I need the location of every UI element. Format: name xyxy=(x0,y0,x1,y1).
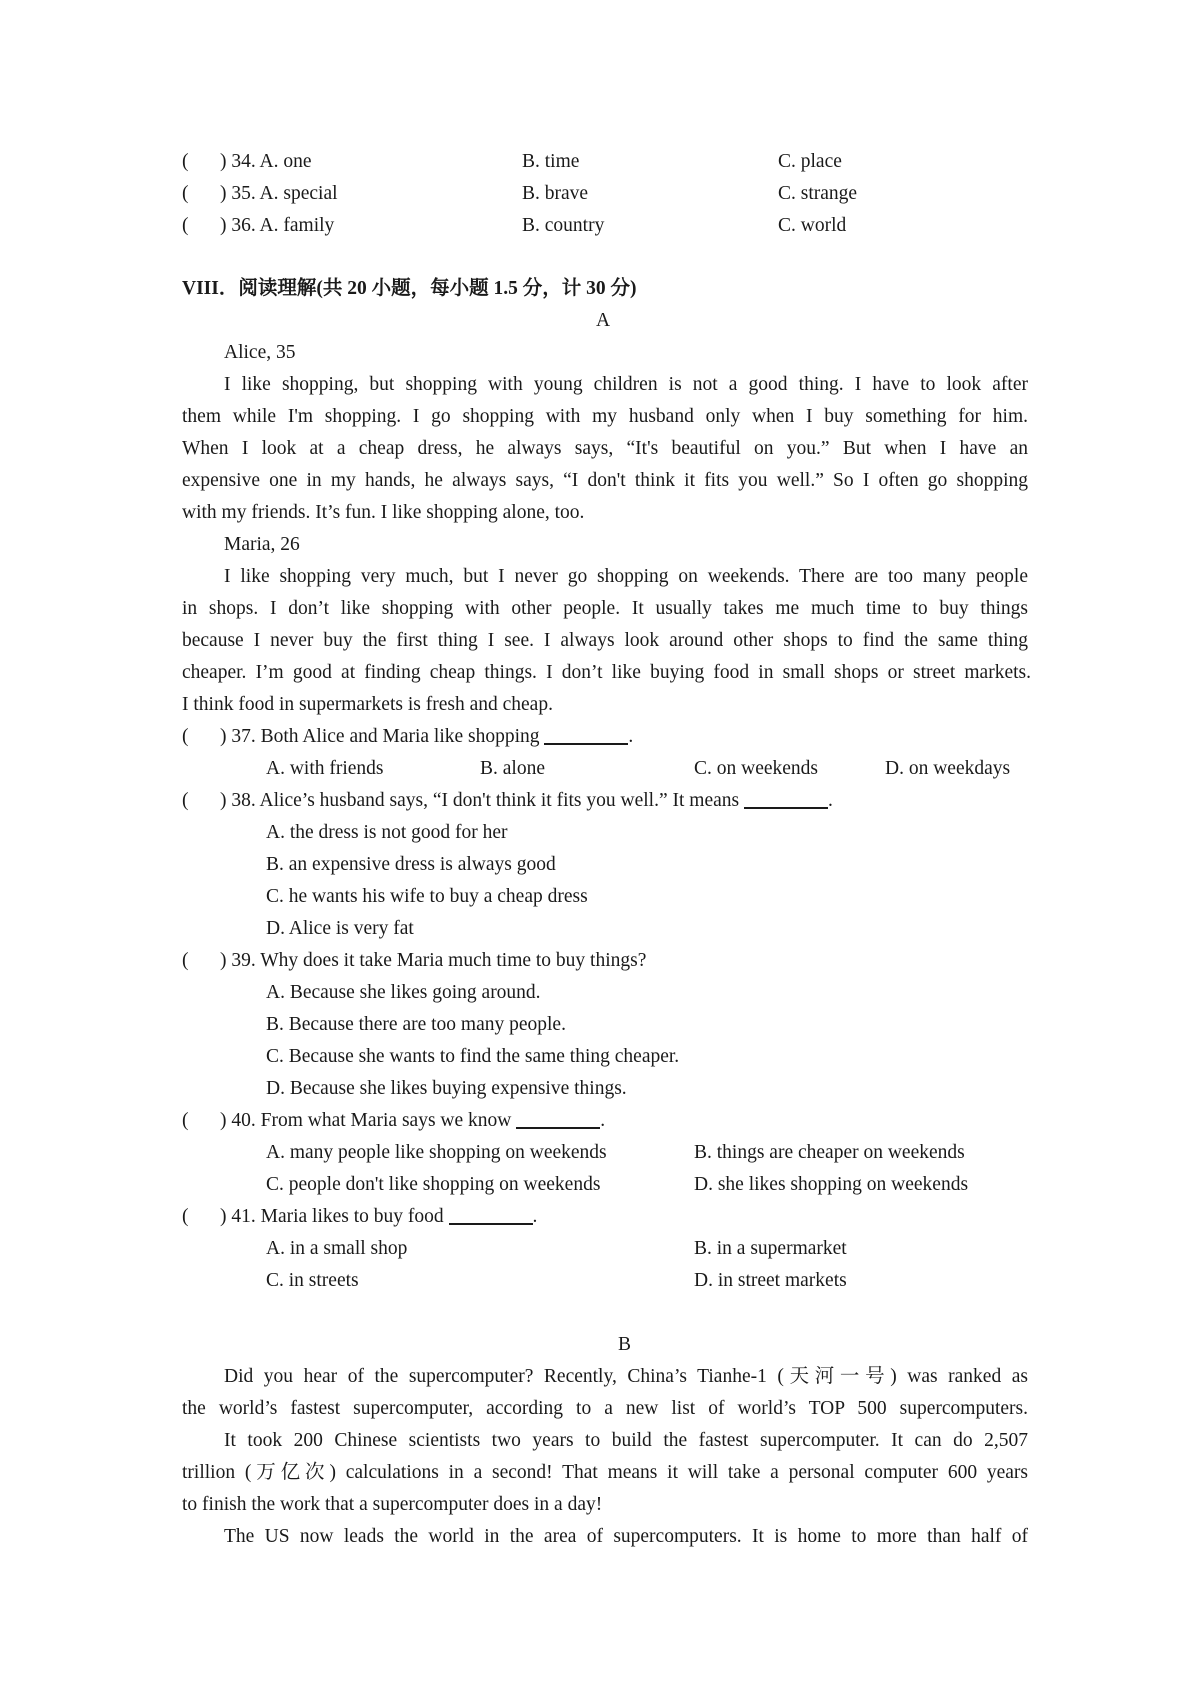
option-b: B. brave xyxy=(522,183,589,204)
option-a: ) 35. A. special xyxy=(220,183,338,204)
paragraph-line: Did you hear of the supercomputer? Recently, China’s Tianhe-1 (天河一号) was ranked as xyxy=(224,1366,1028,1387)
question-38 xyxy=(220,789,833,813)
answer-paren: ( xyxy=(182,183,189,204)
paragraph-line: I think food in supermarkets is fresh and cheap. xyxy=(182,694,553,715)
paragraph-line: I like shopping very much, but I never go shopping on weekends. There are too many people xyxy=(224,566,1028,587)
paragraph-line: It took 200 Chinese scientists two years to build the fastest supercomputer. It can do 2,507 xyxy=(224,1430,1028,1451)
question-stem: ) 39. Why does it take Maria much time to buy things? xyxy=(220,950,647,971)
option-c: C. people don't like shopping on weekends xyxy=(266,1174,601,1195)
answer-paren: ( xyxy=(182,1110,189,1131)
question-stem: ) 41. Maria likes to buy food xyxy=(220,1206,444,1227)
paragraph-line: with my friends. It’s fun. I like shopping alone, too. xyxy=(182,502,585,523)
stem-period: . xyxy=(600,1110,606,1131)
option-a: ) 34. A. one xyxy=(220,151,312,172)
answer-paren: ( xyxy=(182,151,189,172)
option-c: C. on weekends xyxy=(694,758,819,779)
section-heading: VIII．阅读理解(共 20 小题，每小题 1.5 分，计 30 分) xyxy=(182,278,637,299)
option-b: B. Because there are too many people. xyxy=(266,1014,566,1035)
option-b: B. time xyxy=(522,151,580,172)
option-b: B. alone xyxy=(480,758,545,779)
option-d: D. Alice is very fat xyxy=(266,918,414,939)
paragraph-line: to finish the work that a supercomputer does in a day! xyxy=(182,1494,603,1515)
answer-blank xyxy=(449,1205,533,1225)
paragraph-line: The US now leads the world in the area of supercomputers. It is home to more than half of xyxy=(224,1526,1028,1547)
option-a: A. with friends xyxy=(266,758,384,779)
option-d: D. in street markets xyxy=(694,1270,847,1291)
paragraph-line: them while I'm shopping. I go shopping with my husband only when I buy something for him. xyxy=(182,406,1028,427)
option-a: ) 36. A. family xyxy=(220,215,335,236)
stem-period: . xyxy=(532,1206,538,1227)
speaker-alice: Alice, 35 xyxy=(224,342,296,363)
option-c: C. world xyxy=(778,215,847,236)
option-c: C. in streets xyxy=(266,1270,359,1291)
paragraph-line: trillion (万亿次) calculations in a second! That means it will take a personal computer 600 years xyxy=(182,1462,1028,1483)
answer-blank xyxy=(516,1109,600,1129)
answer-paren: ( xyxy=(182,790,189,811)
question-37 xyxy=(220,725,633,749)
option-a: A. many people like shopping on weekends xyxy=(266,1142,607,1163)
option-a: A. in a small shop xyxy=(266,1238,408,1259)
option-b: B. country xyxy=(522,215,605,236)
option-c: C. place xyxy=(778,151,842,172)
question-40 xyxy=(220,1109,605,1133)
option-b: B. in a supermarket xyxy=(694,1238,847,1259)
question-stem: ) 37. Both Alice and Maria like shopping xyxy=(220,726,540,747)
option-c: C. Because she wants to find the same thing cheaper. xyxy=(266,1046,680,1067)
paragraph-line: the world’s fastest supercomputer, according to a new list of world’s TOP 500 supercomputers. xyxy=(182,1398,1028,1419)
option-c: C. strange xyxy=(778,183,858,204)
answer-blank xyxy=(544,725,628,745)
answer-paren: ( xyxy=(182,950,189,971)
paragraph-line: I like shopping, but shopping with young children is not a good thing. I have to look after xyxy=(224,374,1028,395)
question-stem: ) 38. Alice’s husband says, “I don't think it fits you well.” It means xyxy=(220,790,740,811)
paragraph-line: expensive one in my hands, he always says, “I don't think it fits you well.” So I often go shopping xyxy=(182,470,1028,491)
answer-blank xyxy=(744,789,828,809)
question-41 xyxy=(220,1205,537,1229)
stem-period: . xyxy=(827,790,833,811)
option-b: B. an expensive dress is always good xyxy=(266,854,556,875)
option-a: A. the dress is not good for her xyxy=(266,822,508,843)
speaker-maria: Maria, 26 xyxy=(224,534,300,555)
answer-paren: ( xyxy=(182,1206,189,1227)
paragraph-line: because I never buy the first thing I see. I always look around other shops to find the same thing xyxy=(182,630,1028,651)
option-d: D. Because she likes buying expensive things. xyxy=(266,1078,627,1099)
paragraph-line: When I look at a cheap dress, he always says, “It's beautiful on you.” But when I have an xyxy=(182,438,1028,459)
option-c: C. he wants his wife to buy a cheap dress xyxy=(266,886,588,907)
option-b: B. things are cheaper on weekends xyxy=(694,1142,965,1163)
paragraph-line: cheaper. I’m good at finding cheap things. I don’t like buying food in small shops or street markets. xyxy=(182,662,1031,683)
option-d: D. on weekdays xyxy=(885,758,1011,779)
passage-label-a: A xyxy=(596,310,611,331)
passage-label-b: B xyxy=(618,1334,632,1355)
paragraph-line: in shops. I don’t like shopping with other people. It usually takes me much time to buy things xyxy=(182,598,1028,619)
stem-period: . xyxy=(628,726,634,747)
answer-paren: ( xyxy=(182,215,189,236)
answer-paren: ( xyxy=(182,726,189,747)
question-stem: ) 40. From what Maria says we know xyxy=(220,1110,512,1131)
option-d: D. she likes shopping on weekends xyxy=(694,1174,969,1195)
option-a: A. Because she likes going around. xyxy=(266,982,541,1003)
